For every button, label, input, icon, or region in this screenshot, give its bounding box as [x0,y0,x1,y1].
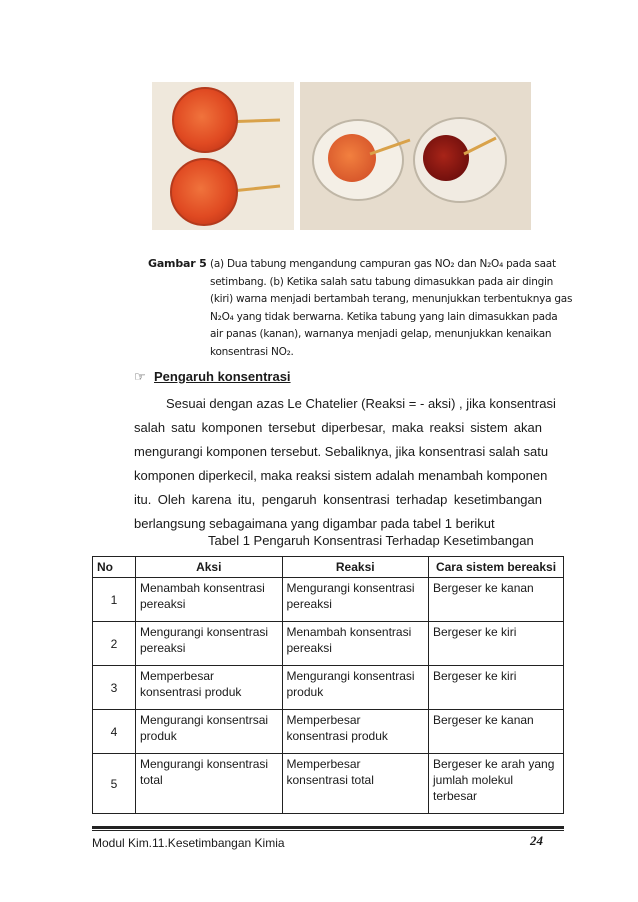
section-title: Pengaruh konsentrasi [154,369,291,384]
cell-no: 2 [93,622,136,666]
cell-cara: Bergeser ke kanan [429,710,564,754]
paragraph-line: komponen diperkecil, maka reaksi sistem adalah menambah komponen [134,468,548,483]
caption-line: N₂O₄ yang tidak berwarna. Ketika tabung yang lain dimasukkan pada [210,310,558,323]
table-row [93,578,564,622]
cell-no: 5 [93,754,136,814]
header-reaksi: Reaksi [282,557,429,578]
cell-reaksi: Menambah konsentrasi pereaksi [282,622,429,666]
figure-label: Gambar 5 [148,257,207,270]
caption-line: konsentrasi NO₂. [210,345,294,358]
table-row [93,710,564,754]
cell-no: 3 [93,666,136,710]
cell-cara: Bergeser ke arah yang jumlah molekul terbesar [429,754,564,814]
paragraph-line: berlangsung sebagaimana yang digambar pada tabel 1 berikut [134,516,495,531]
pointing-hand-icon: ☞ [134,369,146,384]
header-aksi: Aksi [136,557,283,578]
cell-no: 1 [93,578,136,622]
cell-reaksi: Memperbesar konsentrasi total [282,754,429,814]
figure-caption [210,256,573,362]
caption-line: air panas (kanan), warnanya menjadi gelap, menunjukkan kenaikan [210,328,552,341]
cell-aksi: Memperbesar konsentrasi produk [136,666,283,710]
section-heading [134,369,291,385]
beaker-hot [414,118,506,202]
paragraph-line: salah satu komponen tersebut diperbesar, maka reaksi sistem akan [134,420,542,435]
cell-cara: Bergeser ke kiri [429,666,564,710]
footer-module-title: Modul Kim.11.Kesetimbangan Kimia [92,836,285,850]
equilibrium-table [92,556,564,814]
figure-photo-a [152,82,294,230]
cell-no: 4 [93,710,136,754]
cell-aksi: Mengurangi konsentrasi pereaksi [136,622,283,666]
footer-rule [92,826,564,829]
table-row [93,622,564,666]
table-row [93,754,564,814]
cell-reaksi: Mengurangi konsentrasi pereaksi [282,578,429,622]
cell-aksi: Menambah konsentrasi pereaksi [136,578,283,622]
paragraph-line: mengurangi komponen tersebut. Sebaliknya, jika konsentrasi salah satu [134,444,549,459]
cell-reaksi: Memperbesar konsentrasi produk [282,710,429,754]
figure-photo-b [300,82,531,230]
footer-rule-thin [92,830,564,831]
table-row [93,666,564,710]
beaker-cold [313,120,410,200]
header-cara: Cara sistem bereaksi [429,557,564,578]
cell-aksi: Mengurangi konsentrsai produk [136,710,283,754]
flask-bottom [171,159,280,225]
caption-line: setimbang. (b) Ketika salah satu tabung dimasukkan pada air dingin [210,275,554,288]
cell-aksi: Mengurangi konsentrasi total [136,754,283,814]
cell-reaksi: Mengurangi konsentrasi produk [282,666,429,710]
paragraph-line: itu. Oleh karena itu, pengaruh konsentrasi terhadap kesetimbangan [134,492,542,507]
section-paragraph [134,392,556,536]
cell-cara: Bergeser ke kanan [429,578,564,622]
paragraph-line: Sesuai dengan azas Le Chatelier (Reaksi = - aksi) , jika konsentrasi [166,396,556,411]
table-title: Tabel 1 Pengaruh Konsentrasi Terhadap Kesetimbangan [208,533,534,548]
caption-line: (kiri) warna menjadi bertambah terang, menunjukkan terbentuknya gas [210,293,573,306]
header-no: No [93,557,136,578]
cell-cara: Bergeser ke kiri [429,622,564,666]
caption-line: (a) Dua tabung mengandung campuran gas NO₂ dan N₂O₄ pada saat [210,258,556,270]
page-number: 24 [530,833,543,848]
table-header-row [93,557,564,578]
flask-top [173,88,280,152]
